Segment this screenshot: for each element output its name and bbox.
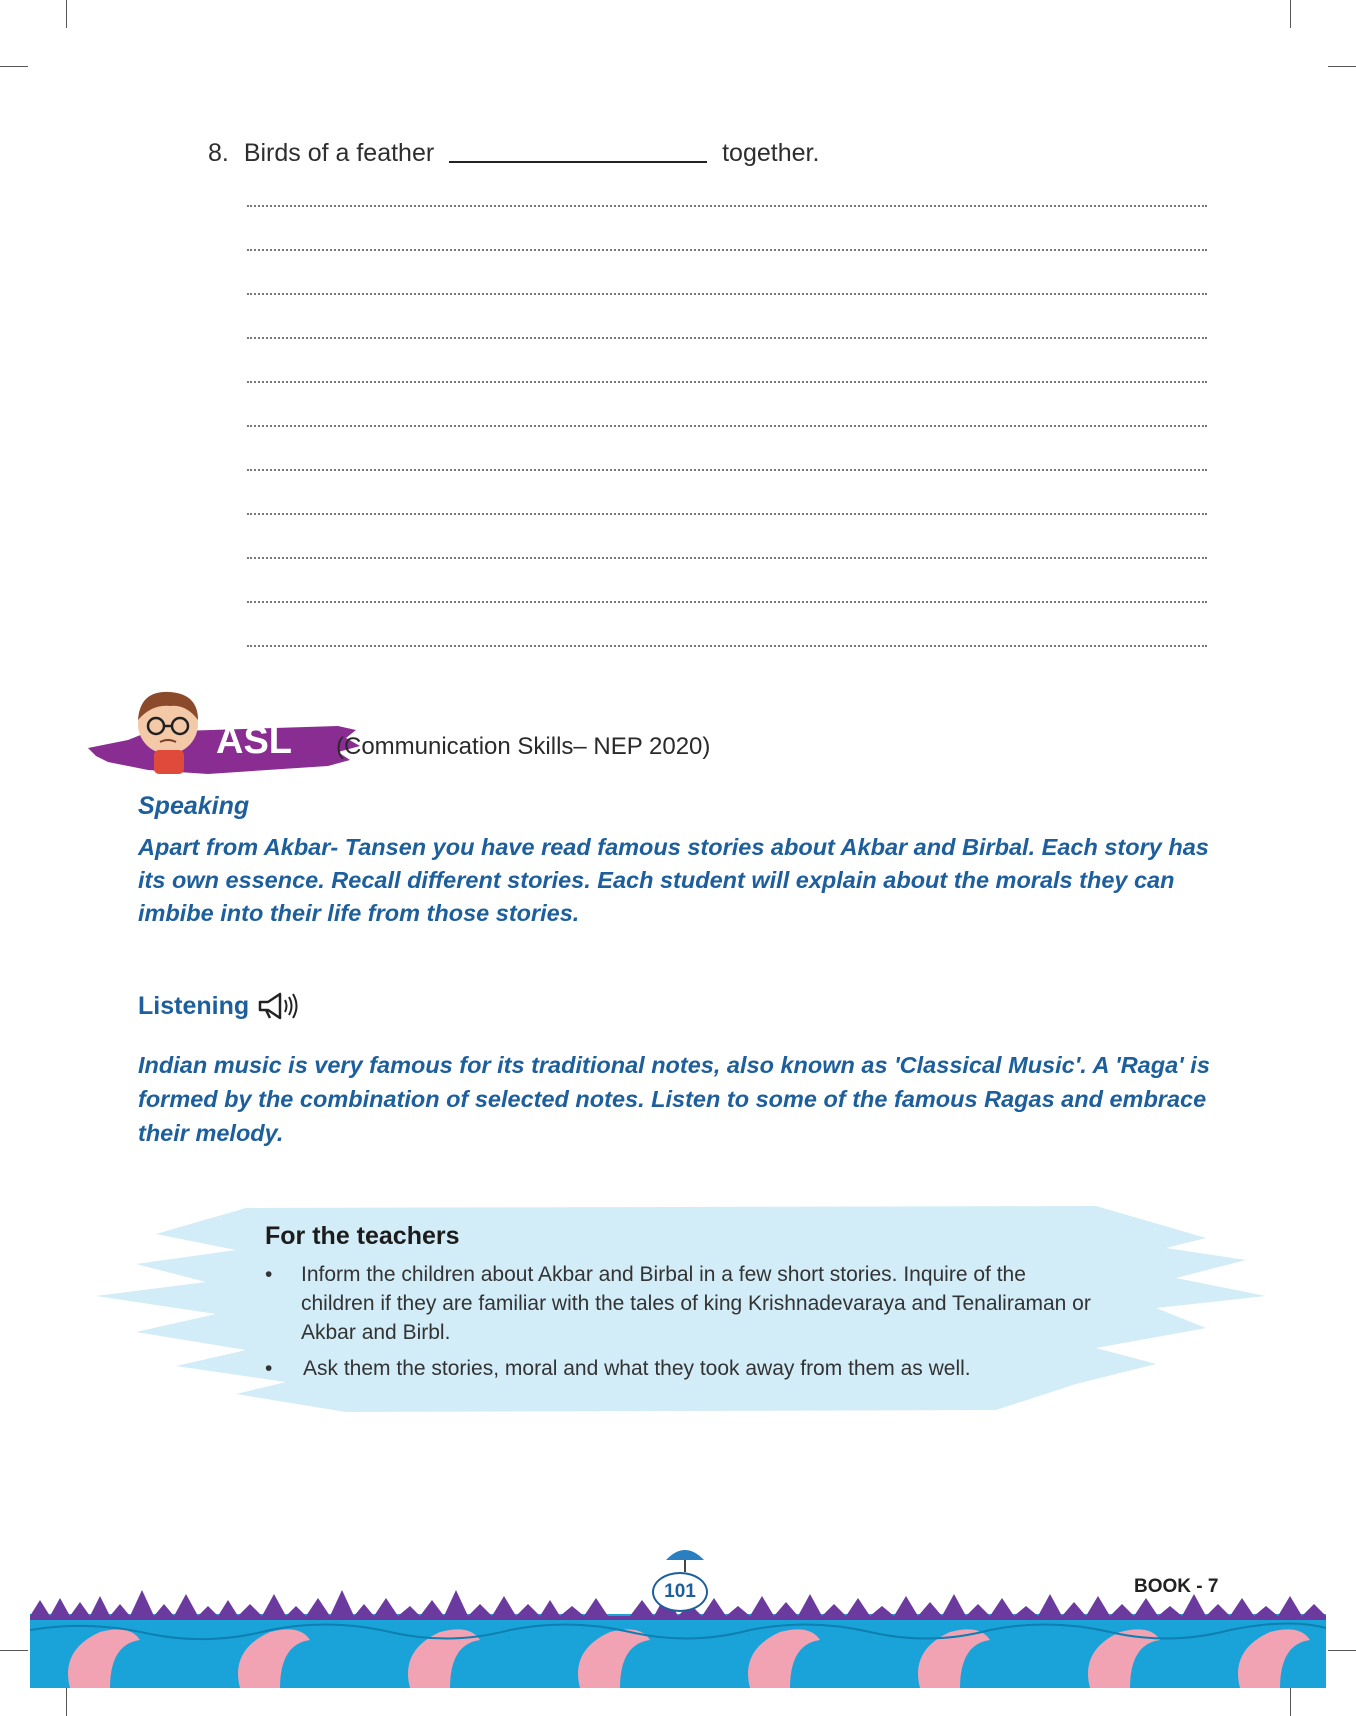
crop-mark: [1328, 1650, 1356, 1651]
teachers-note-title: For the teachers: [265, 1222, 460, 1250]
question-8: [208, 137, 819, 168]
crop-mark: [1290, 0, 1291, 28]
answer-line[interactable]: [247, 293, 1207, 295]
answer-line[interactable]: [247, 381, 1207, 383]
speaking-instructions: Apart from Akbar- Tansen you have read famous stories about Akbar and Birbal. Each story has its own essence. Recall different stories. Each student will explain about the morals they can imbibe into their life from those stories.: [138, 834, 1209, 926]
asl-badge: [88, 686, 368, 786]
question-number: 8.: [208, 139, 229, 167]
crop-mark: [66, 0, 67, 28]
speaker-icon: [256, 990, 300, 1022]
answer-line[interactable]: [247, 205, 1207, 207]
teachers-bullet-text: Inform the children about Akbar and Birbal in a few short stories. Inquire of the children if they are familiar with the tales of king Krishnadevaraya and Tenaliraman or Akbar and Birbl.: [301, 1263, 1091, 1344]
asl-badge-label: ASL: [216, 720, 292, 762]
answer-line[interactable]: [247, 469, 1207, 471]
crop-mark: [1328, 66, 1356, 67]
listening-title: Listening: [138, 992, 250, 1020]
listening-instructions: Indian music is very famous for its traditional notes, also known as 'Classical Music'. A 'Raga' is formed by the combination of selected notes. Listen to some of the famous Ragas and embrace their melody.: [138, 1052, 1210, 1146]
answer-line[interactable]: [247, 249, 1207, 251]
teachers-bullet-text: Ask them the stories, moral and what they took away from them as well.: [303, 1357, 971, 1380]
answer-line[interactable]: [247, 601, 1207, 603]
answer-line[interactable]: [247, 425, 1207, 427]
bullet-icon: •: [265, 1263, 273, 1286]
question-text-after: together.: [722, 139, 820, 167]
answer-line[interactable]: [247, 645, 1207, 647]
crop-mark: [66, 1688, 67, 1716]
fill-in-blank[interactable]: [449, 137, 707, 163]
book-label: BOOK - 7: [1134, 1576, 1219, 1597]
answer-line[interactable]: [247, 513, 1207, 515]
asl-subtitle: (Communication Skills– NEP 2020): [336, 733, 711, 760]
question-text-before: Birds of a feather: [243, 139, 435, 167]
answer-line[interactable]: [247, 557, 1207, 559]
crop-mark: [0, 66, 28, 67]
bullet-icon: •: [265, 1357, 273, 1380]
page-number: 101: [652, 1572, 708, 1612]
answer-line[interactable]: [247, 337, 1207, 339]
crop-mark: [1290, 1688, 1291, 1716]
crop-mark: [0, 1650, 28, 1651]
speaking-title: Speaking: [138, 792, 250, 820]
umbrella-icon: [664, 1544, 706, 1574]
